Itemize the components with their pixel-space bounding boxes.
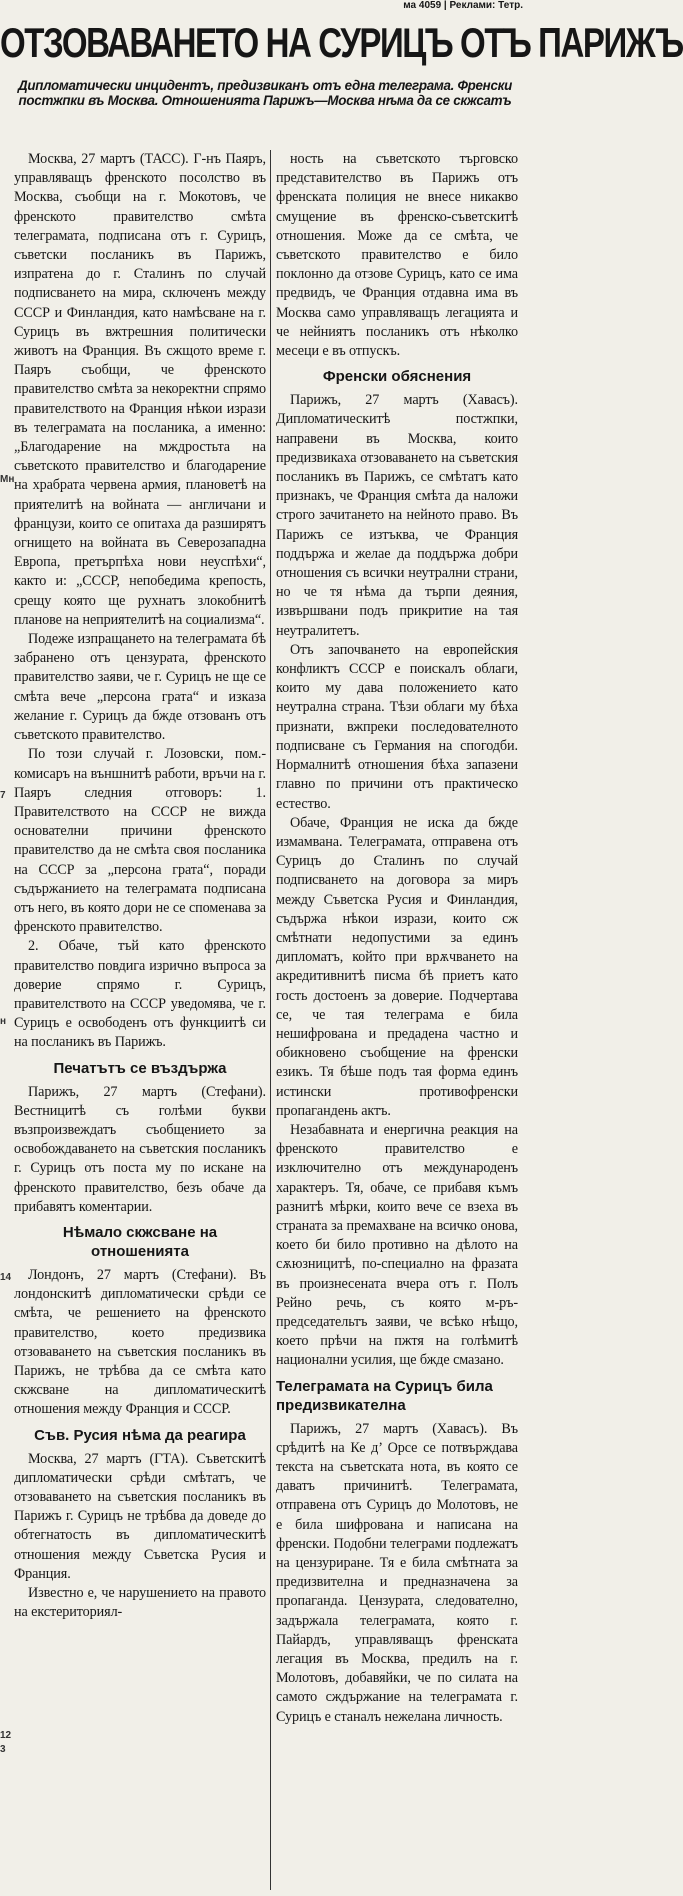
margin-mark: н <box>0 1016 7 1027</box>
paragraph: Парижъ, 27 мартъ (Хавасъ). Въ срѣдитѣ на Ке д’ Орсе се потвърждава текста на съветската нота, въ която се даватъ причинитѣ. Телеграмата, отправена отъ Сурицъ до Молотовъ, не е била шифрована и написана на френски. Подобни телеграми подлежатъ на цензуриране. Тя е била смѣтната за предизвителна и предназначена за пропаганда. Цензурата, следователно, задържала телеграмата, която г. Пайардъ, управляващъ френската легация въ Москва, предилъ на г. Молотовъ, добавяйки, че по силата на самото сждържание на телеграмата г. Сурицъ е станалъ нежелана личность. <box>276 1420 518 1725</box>
article-headline: ОТЗОВАВАНЕТО НА СУРИЦЪ ОТЪ ПАРИЖЪ <box>0 19 683 66</box>
margin-mark: 7 <box>0 790 6 801</box>
paragraph: Обаче, Франция не иска да бжде измамвана. Телеграмата, отправена отъ Сурицъ до Сталинъ по случай подписването на договора за миръ между Съветска Русия и Финландия, съдържа нѣкои изрази, които сж смѣтнати недопустими за единъ дипломатъ, който при врѫчването на акредитивнитѣ писма бѣ приетъ като гость достоенъ за доверие. Подчертава се, че тая телеграма е била нешифрована и предадена частно и обикновено съобщение на френски езикъ. Тя бѣше подъ тая форма единъ истински противофренски пропагандень актъ. <box>276 814 518 1119</box>
paragraph: По този случай г. Лозовски, пом.-комисаръ на външнитѣ работи, връчи на г. Паяръ следния отговоръ: 1. Правителството на СССР не вижда основателни причини френското правителство да не смѣта своя посланика на СССР за „персона грата“, поради съдържанието на телеграмата подписана отъ него, въ която дори не се споменава за френското правителство. <box>14 746 266 936</box>
column-divider <box>270 150 271 1890</box>
margin-mark: 3 <box>0 1744 6 1755</box>
article-subheadline: Дипломатически инцидентъ, предизвиканъ отъ една телеграма. Френски постжпки въ Москва. Отношенията Парижъ—Москва нѣма да се скжсатъ <box>18 78 512 108</box>
section-heading: Нѣмало скжсване на отношенията <box>62 1223 218 1260</box>
section-heading: Телеграмата на Сурицъ била предизвикателна <box>276 1377 493 1414</box>
section-heading: Печатътъ се въздържа <box>53 1059 227 1077</box>
paragraph: Известно е, че нарушението на правото на екстериториял- <box>14 1585 266 1621</box>
paragraph: Москва, 27 мартъ (ГТА). Съветскитѣ дипломатически срѣди смѣтатъ, че отзоваването на съветския посланикъ въ Парижъ г. Сурицъ не трѣбва да доведе до обтегнатость въ дипломатическитѣ отношения между Съветска Русия и Франция. <box>14 1450 266 1582</box>
paragraph: Незабавната и енергична реакция на френското правителство е изключително отъ международенъ характеръ. Тя, обаче, се прибавя къмъ разнитѣ мѣрки, които вече се взеха въ страната за премахване на всичко онова, което би било противно на дѣлото на сѫюзницитѣ, по-специално на фразата въ произнесената вчера отъ г. Полъ Рейно речь, съ която м-ръ-председательтъ заяви, че всѣко нѣщо, което прѣчи на пжтя на голѣмитѣ национални усилия, ще бжде смазано. <box>276 1121 518 1369</box>
section-heading: Френски обяснения <box>322 368 472 386</box>
right-column <box>276 150 518 1896</box>
margin-mark: 12 <box>0 1730 12 1741</box>
paragraph: Подеже изпращането на телеграмата бѣ забранено отъ цензурата, френското правителство заяви, че г. Сурицъ не ще се смѣта вече „персона грата“ и изказа желание г. Сурицъ да бжде отзованъ отъ съветското правителство. <box>14 631 266 744</box>
section-heading: Съв. Русия нѣма да реагира <box>34 1426 246 1444</box>
paragraph: Парижъ, 27 мартъ (Хавасъ). Дипломатическитѣ постжпки, направени въ Москва, които предизвикаха отзоваването на съветския посланикъ въ Парижъ, се смѣтатъ като признакъ, че Франция смѣта да наложи строго зачитането на нейното право. Въ Парижъ се изтъква, че Франция поддържа и желае да поддържа добри отношения съ всички неутрални страни, но че тя нѣма да търпи деяния, извършвани подъ прикритие на тая неутралитетъ. <box>276 392 518 639</box>
margin-mark: Мн <box>0 474 15 485</box>
paragraph: 2. Обаче, тъй като френското правителство повдига изрично въпроса за доверие спрямо г. Сурицъ, правителството на СССР уведомява, че г. Сурицъ е освободенъ отъ функциитѣ си на посланикъ въ Парижъ. <box>14 938 266 1051</box>
paragraph: ность на съветското търговско представителство въ Парижъ отъ френската полиция не внесе никакво смущение въ френско-съветскитѣ отношения. Може да се смѣта, че съветското правителство е било поклонно да отзове Сурицъ, като се има предвидъ, че Франция отдавна има въ Москва само управляващъ легацията и че нейниятъ посланикъ отъ нѣколко месеци е въ отпускъ. <box>276 151 518 360</box>
masthead-strip: ма 4059 | Реклами: Тетр. <box>403 0 523 11</box>
paragraph: Отъ започването на европейския конфликтъ СССР е поискалъ облаги, които му дава положението като неутрална страна. Тѣзи облаги му бѣха признати, вжпреки последователното подписване съ Германия на спогодби. Нормалнитѣ отношения бѣха запазени главно по причини отъ практическо естество. <box>276 641 518 812</box>
paragraph: Парижъ, 27 мартъ (Стефани). Вестницитѣ съ голѣми букви възпроизвеждатъ съобщението за освобождаването на съветския посланикъ г. Сурицъ отъ поста му по искане на френското правителство, безъ обаче да прибавятъ коментарии. <box>14 1083 266 1215</box>
left-column <box>14 150 266 1896</box>
paragraph: Москва, 27 мартъ (ТАСС). Г-нъ Паяръ, управляващъ френското посолство въ Москва, съобщи на г. Мокотовъ, че френското правителство смѣта телеграмата, подписана отъ г. Сурицъ, съветски посланикъ въ Парижъ, изпратена до г. Сталинъ по случай подписването на мира, сключенъ между СССР и Финландия, като намѣсване на г. Сурицъ въ вжтрешния политически животъ на Франция. Въ сжщото време г. Паяръ съобщи, че френското правителство смѣта за некоректни спрямо правителството на Франция нѣкои изрази въ телеграмата на посланика, а именно: „Благодарение на мждростьта на съветското правителство и благодарение на храбрата червена армия, плановетѣ на приятелитѣ на войната — англичани и французи, които се опитаха да разширятъ огнището на войната въ Северозападна Европа, претърпѣха нови неуспѣхи“, както и: „СССР, непобедима крепость, срещу която ще рухнатъ злокобнитѣ планове на неприятелитѣ на социализма“. <box>14 151 266 628</box>
paragraph: Лондонъ, 27 мартъ (Стефани). Въ лондонскитѣ дипломатически срѣди се смѣта, че решението на френското правителство, което предизвика отзоваването на съветския посланикъ въ Парижъ, не трѣбва да се смѣта като скжсване на дипломатическитѣ отношения между Франция и СССР. <box>14 1266 266 1418</box>
margin-mark: 14 <box>0 1272 12 1283</box>
